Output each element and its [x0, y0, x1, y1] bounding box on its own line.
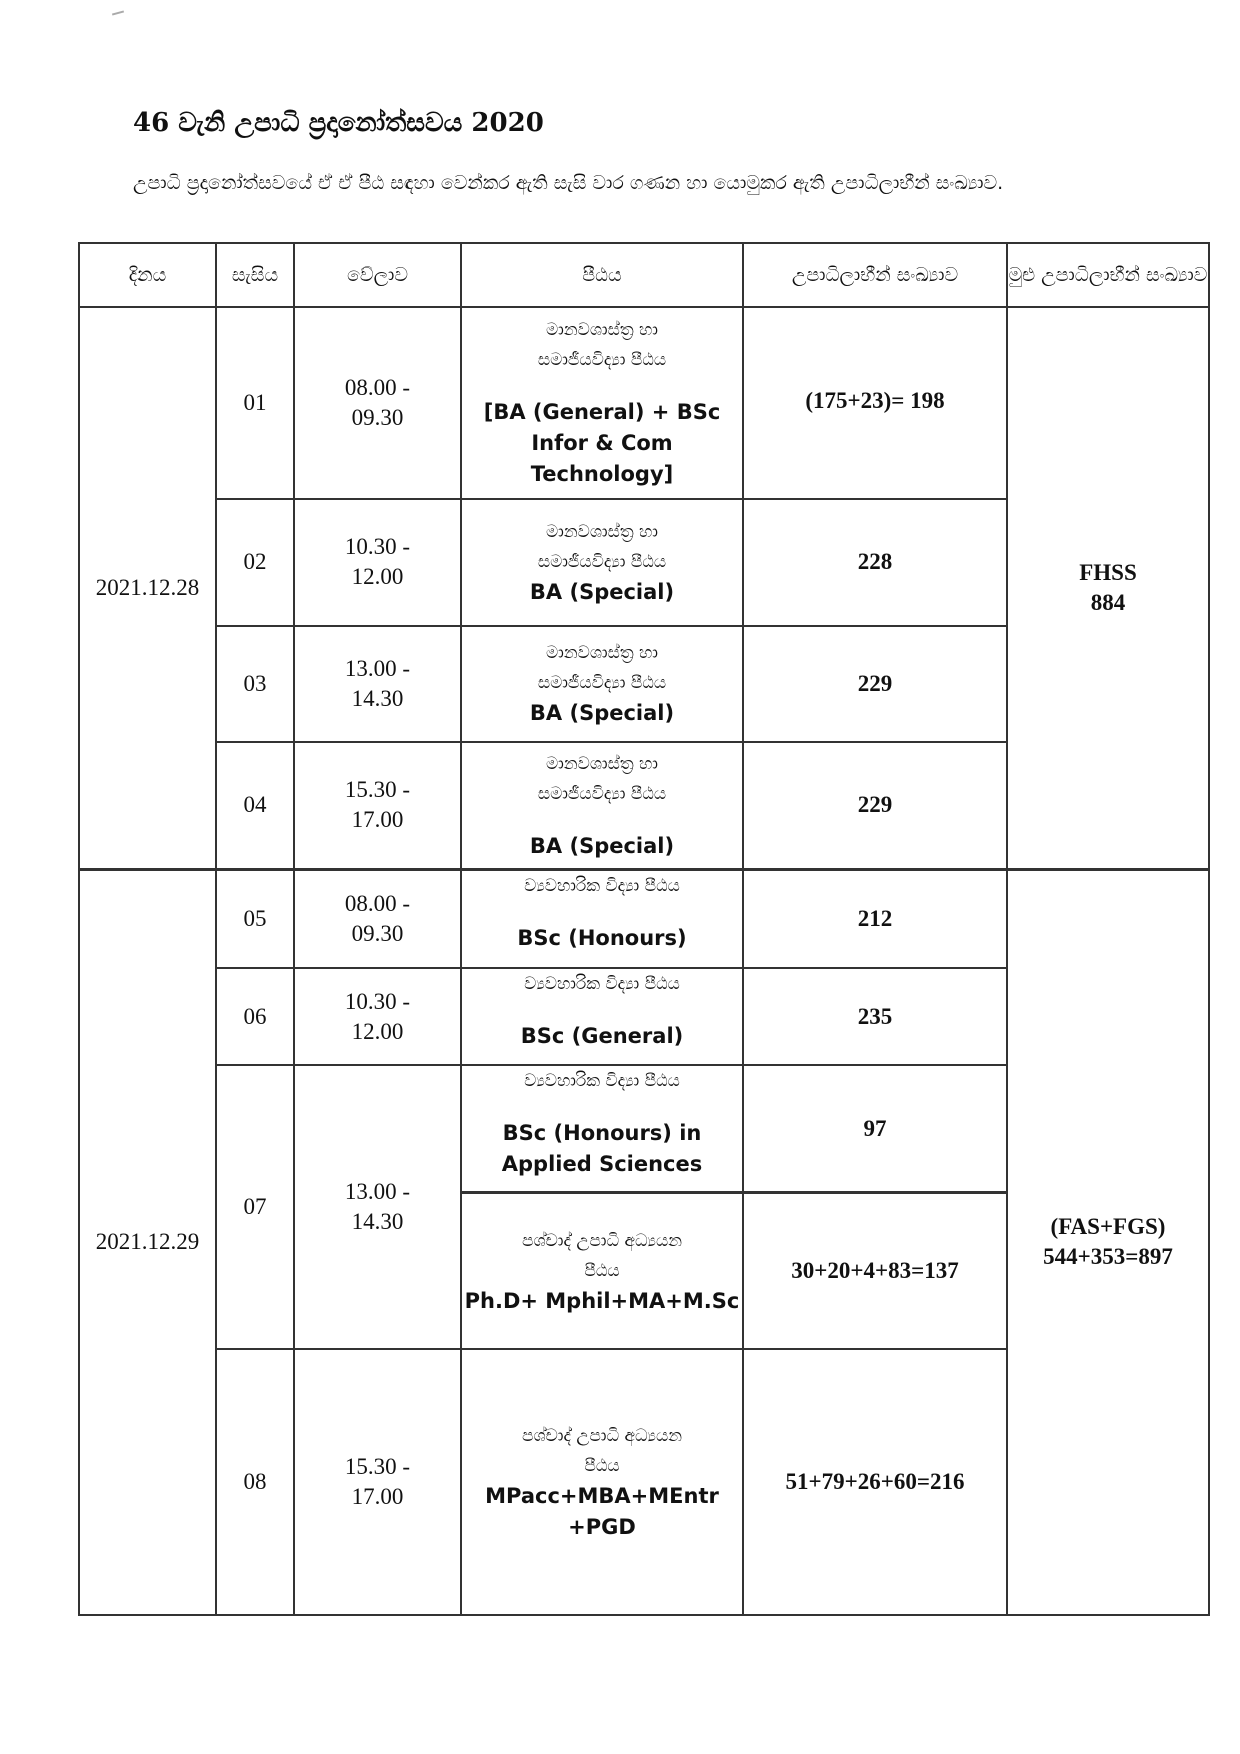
program-name: Applied Sciences [501, 1151, 703, 1176]
faculty-cell [461, 499, 743, 627]
table-header-row [79, 243, 1209, 307]
faculty-cell [461, 307, 743, 499]
faculty-name: මානවශාස්ත්‍ර හා [546, 643, 658, 664]
faculty-name: සමාජීයවිද්‍යා පීඨය [537, 551, 667, 572]
faculty-name: පශ්චාද් උපාධි අධ්‍යයන [521, 1426, 683, 1447]
faculty-cell [461, 626, 743, 741]
time-start: 10.30 - [344, 988, 411, 1014]
faculty-name: පීඨය [584, 1260, 620, 1281]
program-name: BSc (General) [520, 1024, 684, 1049]
time-end: 09.30 [351, 404, 404, 430]
time-start: 08.00 - [344, 374, 411, 400]
faculty-cell [461, 1193, 743, 1350]
session-cell: 04 [216, 742, 294, 870]
time-start: 10.30 - [344, 534, 411, 560]
table-row [79, 307, 1209, 499]
time-cell [294, 1065, 461, 1349]
time-cell [294, 307, 461, 499]
time-end: 12.00 [351, 564, 404, 590]
time-end: 17.00 [351, 807, 404, 833]
count-cell: 235 [743, 968, 1007, 1065]
faculty-name: මානවශාස්ත්‍ර හා [546, 320, 658, 341]
session-cell: 06 [216, 968, 294, 1065]
total-faculty: FHSS [1079, 559, 1137, 585]
faculty-name: පීඨය [584, 1456, 620, 1477]
faculty-cell [461, 968, 743, 1065]
document-subtitle: උපාධි ප්‍රදානෝත්සවයේ ඒ ඒ පීඨ සඳහා වෙන්කර ඇති සැසි වාර ගණන හා යොමුකර ඇති උපාධිලාභීන් සංඛ්‍යාව. [133, 172, 1004, 194]
scan-mark [112, 10, 124, 15]
program-name: BSc (Honours) [517, 925, 687, 950]
time-end: 09.30 [351, 920, 404, 946]
session-cell: 08 [216, 1349, 294, 1615]
program-name: MPacc+MBA+MEntr [485, 1484, 719, 1509]
session-cell: 07 [216, 1065, 294, 1349]
table-row [79, 869, 1209, 968]
program-name: BA (Special) [529, 579, 675, 604]
total-faculty: (FAS+FGS) [1050, 1214, 1166, 1240]
date-cell: 2021.12.29 [79, 869, 216, 1615]
program-name: BA (Special) [529, 701, 675, 726]
time-start: 13.00 - [344, 655, 411, 681]
header-session: සැසිය [216, 243, 294, 307]
faculty-cell [461, 1349, 743, 1615]
program-name: BA (Special) [529, 833, 675, 858]
total-count: 884 [1090, 589, 1126, 615]
time-cell [294, 626, 461, 741]
faculty-name: සමාජීයවිද්‍යා පීඨය [537, 783, 667, 804]
program-name: +PGD [568, 1515, 636, 1540]
session-cell: 03 [216, 626, 294, 741]
program-name: BSc (Honours) in [502, 1120, 702, 1145]
program-name: Infor & Com [531, 431, 673, 456]
count-cell: 228 [743, 499, 1007, 627]
header-faculty: පීඨය [461, 243, 743, 307]
total-cell [1007, 869, 1209, 1615]
count-cell: 229 [743, 626, 1007, 741]
session-cell: 01 [216, 307, 294, 499]
time-cell [294, 869, 461, 968]
time-cell [294, 1349, 461, 1615]
time-cell [294, 742, 461, 870]
document-title: 46 වැනි උපාධි ප්‍රදානෝත්සවය 2020 [133, 108, 544, 138]
total-count: 544+353=897 [1043, 1244, 1173, 1270]
faculty-name: ව්‍යවහාරික විද්‍යා පීඨය [524, 1070, 680, 1091]
faculty-cell [461, 1065, 743, 1193]
program-name: Ph.D+ Mphil+MA+M.Sc [464, 1288, 740, 1313]
faculty-name: සමාජීයවිද්‍යා පීඨය [537, 673, 667, 694]
count-cell: 30+20+4+83=137 [743, 1193, 1007, 1350]
time-end: 14.30 [351, 685, 404, 711]
session-cell: 05 [216, 869, 294, 968]
time-cell [294, 499, 461, 627]
total-cell [1007, 307, 1209, 869]
faculty-cell [461, 869, 743, 968]
time-cell [294, 968, 461, 1065]
time-start: 08.00 - [344, 890, 411, 916]
program-name: [BA (General) + BSc [483, 400, 721, 425]
faculty-name: ව්‍යවහාරික විද්‍යා පීඨය [524, 974, 680, 995]
time-start: 15.30 - [344, 777, 411, 803]
date-cell: 2021.12.28 [79, 307, 216, 869]
faculty-name: ව්‍යවහාරික විද්‍යා පීඨය [524, 875, 680, 896]
faculty-name: මානවශාස්ත්‍ර හා [546, 521, 658, 542]
count-cell: 229 [743, 742, 1007, 870]
faculty-cell [461, 742, 743, 870]
schedule-table [78, 242, 1210, 1616]
faculty-name: මානවශාස්ත්‍ර හා [546, 753, 658, 774]
time-end: 17.00 [351, 1484, 404, 1510]
time-start: 13.00 - [344, 1179, 411, 1205]
count-cell: 212 [743, 869, 1007, 968]
header-time: වේලාව [294, 243, 461, 307]
count-cell: 97 [743, 1065, 1007, 1193]
time-start: 15.30 - [344, 1454, 411, 1480]
faculty-name: සමාජීයවිද්‍යා පීඨය [537, 350, 667, 371]
header-date: දිනය [79, 243, 216, 307]
header-graduate-count: උපාධිලාභීන් සංඛ්‍යාව [743, 243, 1007, 307]
program-name: Technology] [530, 462, 674, 487]
count-cell: 51+79+26+60=216 [743, 1349, 1007, 1615]
faculty-name: පශ්චාද් උපාධි අධ්‍යයන [521, 1230, 683, 1251]
time-end: 14.30 [351, 1209, 404, 1235]
session-cell: 02 [216, 499, 294, 627]
header-total-graduates: මුළු උපාධිලාභීන් සංඛ්‍යාව [1007, 243, 1209, 307]
time-end: 12.00 [351, 1018, 404, 1044]
count-cell: (175+23)= 198 [743, 307, 1007, 499]
